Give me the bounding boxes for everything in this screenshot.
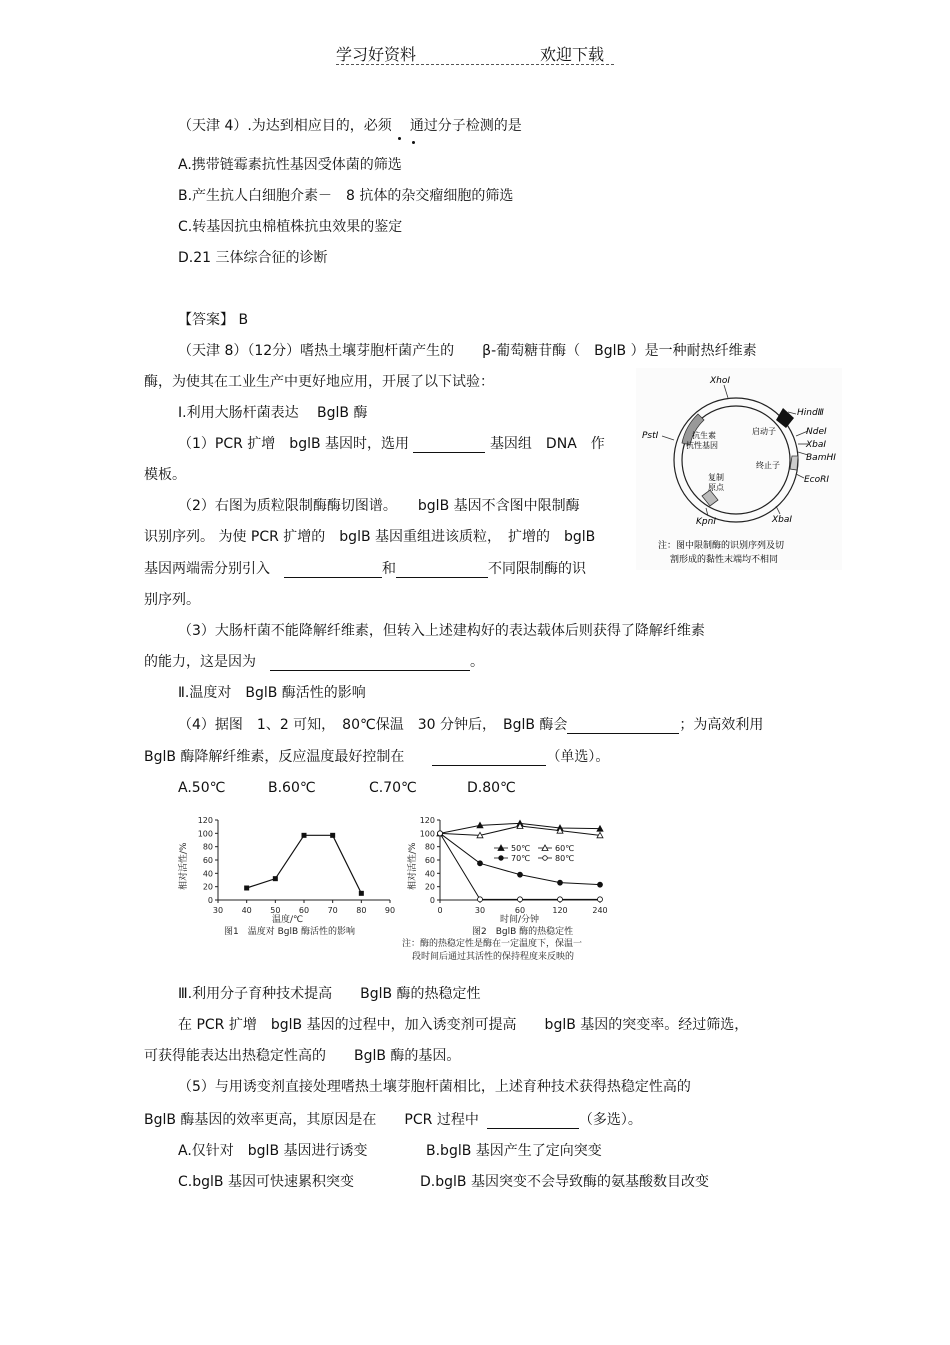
x-tick-label: 60	[298, 906, 310, 915]
q2-part4-option-c: C.70℃	[369, 780, 417, 796]
section-1-title: Ⅰ.利用大肠杆菌表达 BglB 酶	[178, 405, 368, 421]
legend-marker	[543, 856, 548, 861]
header-right: 欢迎下载	[540, 45, 605, 64]
q2-part4-c: BglB 酶降解纤维素，反应温度最好控制在	[144, 749, 405, 765]
q2-part1	[178, 435, 605, 453]
y-tick-label: 60	[424, 856, 435, 865]
q1-option-a: A.携带链霉素抗性基因受体菌的筛选	[178, 157, 402, 173]
region-label: 复制	[708, 473, 724, 482]
site-label: BamHI	[806, 453, 836, 463]
x-tick-label: 0	[437, 906, 443, 915]
q1-option-c: C.转基因抗虫棉植株抗虫效果的鉴定	[178, 219, 403, 235]
chart1-xlabel: 温度/℃	[272, 915, 304, 925]
q2-part3-a: （3）大肠杆菌不能降解纤维素，但转入上述建构好的表达载体后则获得了降解纤维素	[178, 623, 705, 639]
y-tick-label: 20	[202, 882, 213, 892]
q1-stem-b: 通过分子检测的是	[409, 118, 522, 134]
x-tick-label: 50	[270, 906, 281, 915]
answer-blank[interactable]	[396, 563, 488, 578]
q1-option-d: D.21 三体综合征的诊断	[178, 250, 328, 266]
y-tick-label: 40	[202, 869, 213, 879]
region-label: 启动子	[752, 427, 776, 436]
q2-part2-b: 识别序列。 为使 PCR 扩增的 bglB 基因重组进该质粒， 扩增的 bglB	[144, 529, 596, 545]
y-tick-label: 100	[197, 829, 213, 839]
q2-part3-c: 。	[470, 654, 484, 670]
data-point	[302, 833, 307, 838]
y-tick-label: 0	[207, 896, 213, 905]
section-2-title: Ⅱ.温度对 BglB 酶活性的影响	[178, 685, 366, 701]
chart-thermal-stability	[402, 812, 624, 968]
chart1-title: 图1 温度对 BglB 酶活性的影响	[224, 927, 356, 937]
q2-part5-option-d: D.bglB 基因突变不会导致酶的氨基酸数目改变	[420, 1174, 709, 1190]
y-tick-label: 60	[202, 856, 213, 865]
chart-temperature-activity	[172, 812, 402, 940]
y-tick-label: 120	[197, 816, 213, 825]
data-point	[478, 897, 483, 902]
y-tick-label: 100	[419, 829, 435, 839]
chart1-ylabel: 相对活性/%	[179, 842, 189, 890]
y-tick-label: 120	[419, 816, 435, 825]
legend-marker	[499, 856, 504, 861]
y-tick-label: 20	[424, 882, 435, 892]
legend-label: 50℃	[511, 844, 531, 853]
answer-blank[interactable]	[413, 438, 485, 453]
x-tick-label: 120	[552, 906, 568, 915]
answer-blank[interactable]	[284, 563, 382, 578]
site-label: XbaI	[806, 440, 827, 450]
q2-part5-option-b: B.bglB 基因产生了定向突变	[426, 1143, 602, 1159]
legend-label: 60℃	[555, 844, 575, 853]
q2-part1-a: （1）PCR 扩增 bglB 基因时，选用	[178, 436, 410, 452]
q2-part4-a: （4）据图 1、2 可知， 80℃保温 30 分钟后， BglB 酶会	[178, 717, 568, 733]
q2-part5-option-c: C.bglB 基因可快速累积突变	[178, 1174, 354, 1190]
q2-part5-line	[144, 1111, 642, 1129]
x-tick-label: 30	[212, 906, 224, 915]
q2-part2-e: 不同限制酶的识	[488, 561, 586, 577]
site-label: NdeI	[806, 427, 827, 437]
region-label: 终止子	[756, 461, 780, 470]
data-point	[598, 882, 603, 887]
q2-part5-d: BglB 酶基因的效率更高，其原因是在 PCR 过程中	[144, 1112, 479, 1128]
region-label: 原点	[708, 483, 724, 492]
q2-part2-d: 和	[382, 561, 396, 577]
region-label: 抗生素	[692, 431, 716, 440]
data-point	[598, 897, 603, 902]
q2-part5-b: 可获得能表达出热稳定性高的 BglB 酶的基因。	[144, 1048, 461, 1064]
answer-blank[interactable]	[432, 751, 546, 766]
q2-part4-option-d: D.80℃	[467, 780, 516, 796]
chart2-title: 图2 BglB 酶的热稳定性	[472, 927, 574, 937]
q2-part2-c: 基因两端需分别引入	[144, 561, 270, 577]
x-tick-label: 30	[474, 906, 486, 915]
x-tick-label: 90	[384, 906, 396, 915]
site-label: PstI	[642, 431, 659, 441]
emphasis-dot	[412, 141, 415, 144]
data-point	[518, 872, 523, 877]
data-point	[359, 891, 364, 896]
q2-part2-f: 别序列。	[144, 592, 200, 608]
y-tick-label: 0	[429, 896, 435, 905]
x-tick-label: 80	[356, 906, 367, 915]
data-point	[558, 897, 563, 902]
header-left: 学习好资料	[336, 45, 417, 64]
chart2-ylabel: 相对活性/%	[408, 842, 418, 890]
q2-part5-e: （多选）。	[578, 1112, 642, 1128]
data-point	[330, 833, 335, 838]
section-3-title: Ⅲ.利用分子育种技术提高 BglB 酶的热稳定性	[178, 986, 481, 1002]
q2-stem-1: （天津 8）（12分）嗜热土壤芽胞杆菌产生的 β-葡萄糖苷酶（ BglB ）是一种耐热纤维素	[178, 343, 757, 359]
answer-blank[interactable]	[487, 1114, 579, 1129]
q2-part4-option-b: B.60℃	[268, 780, 316, 796]
y-tick-label: 80	[424, 842, 435, 852]
x-tick-label: 60	[514, 906, 526, 915]
site-label: XbaI	[772, 515, 793, 525]
q2-part5-c: （5）与用诱变剂直接处理嗜热土壤芽胞杆菌相比，上述育种技术获得热稳定性高的	[178, 1079, 691, 1095]
answer-blank[interactable]	[270, 656, 470, 671]
legend-label: 80℃	[555, 854, 575, 863]
data-point	[558, 880, 563, 885]
q2-part4-line1	[178, 716, 763, 734]
q2-stem-2: 酶，为使其在工业生产中更好地应用，开展了以下试验：	[144, 374, 494, 390]
y-tick-label: 80	[202, 842, 213, 852]
q2-part3-line	[144, 653, 484, 671]
q2-part5-option-a: A.仅针对 bglB 基因进行诱变	[178, 1143, 368, 1159]
q1-option-b: B.产生抗人白细胞介素－ 8 抗体的杂交瘤细胞的筛选	[178, 188, 514, 204]
data-point	[244, 886, 249, 891]
q1-stem	[178, 117, 522, 135]
chart2-note-1: 注：酶的热稳定性是酶在一定温度下，保温一	[402, 939, 583, 949]
site-label: EcoRI	[804, 475, 830, 485]
plasmid-map	[636, 368, 842, 570]
plasmid-note-2: 割形成的黏性末端均不相同	[670, 555, 779, 565]
data-point	[518, 897, 523, 902]
q2-part1-c: 模板。	[144, 467, 186, 483]
q2-part4-line2	[144, 748, 609, 766]
y-tick-label: 40	[424, 869, 435, 879]
answer-blank[interactable]	[567, 719, 679, 734]
q2-part4-b: ；为高效利用	[679, 717, 764, 733]
site-label: HindⅢ	[797, 408, 824, 418]
data-point	[438, 831, 443, 836]
q1-stem-a: （天津 4）.为达到相应目的，必须	[178, 118, 392, 134]
site-label: KpnI	[696, 517, 716, 527]
data-point	[478, 861, 483, 866]
region-label: 抗性基因	[686, 441, 718, 450]
chart2-note-2: 段时间后通过其活性的保持程度来反映的	[412, 952, 575, 962]
q2-part3-b: 的能力，这是因为	[144, 654, 256, 670]
x-tick-label: 40	[241, 906, 252, 915]
x-tick-label: 70	[327, 906, 338, 915]
data-point	[273, 876, 278, 881]
q2-part2-a: （2）右图为质粒限制酶酶切图谱。 bglB 基因不含图中限制酶	[178, 498, 580, 514]
emphasis-dot	[398, 137, 401, 140]
chart2-xlabel: 时间/分钟	[500, 915, 540, 925]
q2-part2-line	[144, 560, 586, 578]
header-divider	[336, 64, 614, 65]
q2-part4-option-a: A.50℃	[178, 780, 226, 796]
plasmid-note-1: 注：图中限制酶的识别序列及切	[658, 541, 785, 551]
legend-label: 70℃	[511, 854, 531, 863]
x-tick-label: 240	[592, 906, 608, 915]
q1-answer: 【答案】 B	[178, 312, 249, 328]
site-label: XhoI	[710, 376, 731, 386]
q2-part4-d: （单选）。	[546, 749, 610, 765]
activity-line	[247, 835, 362, 893]
q2-part5-a: 在 PCR 扩增 bglB 基因的过程中，加入诱变剂可提高 bglB 基因的突变率。经过筛选，	[178, 1017, 749, 1033]
q2-part1-b: 基因组 DNA 作	[489, 436, 605, 452]
